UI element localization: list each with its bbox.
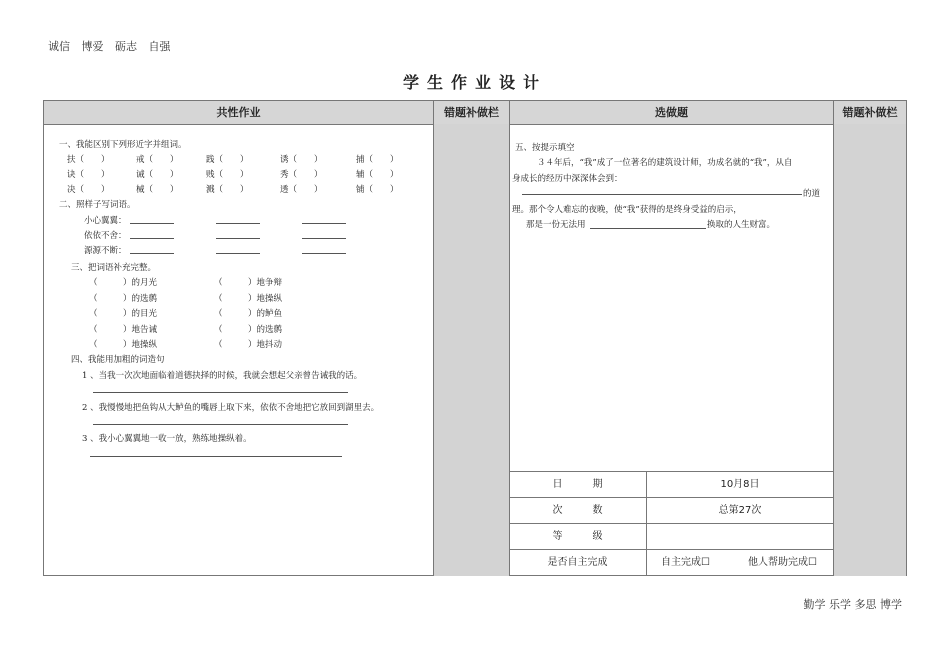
- q1-cell: 戒（ ）: [136, 155, 179, 165]
- header-correction-right: 错题补做栏: [833, 100, 907, 125]
- q3-cell: （ ）地争辩: [214, 278, 283, 288]
- info-row-self: [509, 549, 833, 576]
- info-row-date: [509, 471, 833, 497]
- answer-line[interactable]: [216, 238, 260, 239]
- q1-cell: 扶（ ）: [67, 155, 110, 165]
- self-complete-checkbox[interactable]: 自主完成☐: [661, 557, 710, 568]
- q2-title: 二、照样子写词语。: [59, 200, 136, 210]
- q4-item: 2 、我慢慢地把鱼钩从大鲈鱼的嘴唇上取下来，依依不舍地把它放回到湖里去。: [82, 403, 380, 413]
- q5-text: 的道: [803, 189, 821, 199]
- q4-item: 1 、当我一次次地面临着道德抉择的时候，我就会想起父亲曾告诫我的话。: [82, 371, 363, 381]
- self-options: [646, 550, 833, 575]
- answer-line[interactable]: [90, 456, 342, 457]
- q2-label: 依依不舍：: [84, 231, 127, 241]
- header-optional: 选做题: [509, 100, 834, 125]
- header-correction-left: 错题补做栏: [433, 100, 510, 125]
- page-title: 学生作业设计: [402, 73, 547, 92]
- answer-line[interactable]: [130, 238, 174, 239]
- q4-title: 四、我能用加粗的词造句: [71, 355, 165, 365]
- count-label: 次 数: [552, 505, 603, 516]
- q1-cell: 透（ ）: [280, 185, 323, 195]
- q1-title: 一、我能区别下列形近字并组词。: [59, 140, 187, 150]
- q1-cell: 铺（ ）: [356, 185, 399, 195]
- grade-value[interactable]: [646, 524, 833, 549]
- q2-label: 源源不断：: [84, 246, 127, 256]
- q3-cell: （ ）的目光: [89, 309, 158, 319]
- answer-line[interactable]: [302, 238, 346, 239]
- q3-title: 三、把词语补充完整。: [71, 263, 157, 273]
- answer-line[interactable]: [302, 223, 346, 224]
- q3-cell: （ ）地抖动: [214, 340, 283, 350]
- q5-title: 五、按提示填空: [515, 143, 575, 153]
- correction-column-right[interactable]: [833, 124, 907, 576]
- info-row-count: [509, 497, 833, 523]
- q2-label: 小心翼翼：: [84, 216, 127, 226]
- q3-cell: （ ）的选鹩: [89, 294, 158, 304]
- motto-bottom: 勤学 乐学 多思 博学: [803, 598, 902, 611]
- q1-cell: 践（ ）: [206, 155, 249, 165]
- q1-cell: 械（ ）: [136, 185, 179, 195]
- q1-cell: 溅（ ）: [206, 185, 249, 195]
- q3-cell: （ ）地告诫: [89, 325, 158, 335]
- self-label: 是否自主完成: [547, 557, 608, 568]
- q1-cell: 决（ ）: [67, 185, 110, 195]
- q1-cell: 捕（ ）: [356, 155, 399, 165]
- q1-cell: 秀（ ）: [280, 170, 323, 180]
- q1-cell: 诀（ ）: [67, 170, 110, 180]
- help-complete-checkbox[interactable]: 他人帮助完成☐: [748, 557, 817, 568]
- answer-line[interactable]: [130, 223, 174, 224]
- answer-line[interactable]: [93, 424, 348, 425]
- q3-cell: （ ）的鲈鱼: [214, 309, 283, 319]
- motto-top: 诚信 博爱 砺志 自强: [48, 40, 171, 53]
- answer-line[interactable]: [302, 253, 346, 254]
- header-common: 共性作业: [43, 100, 434, 125]
- q5-text: ３４年后，“我”成了一位著名的建筑设计师，功成名就的“我”，从自: [537, 158, 793, 168]
- info-row-grade: [509, 523, 833, 549]
- answer-line[interactable]: [590, 228, 706, 229]
- q5-text: 那是一份无法用: [526, 220, 586, 230]
- q3-cell: （ ）的月光: [89, 278, 158, 288]
- q5-text: 身成长的经历中深深体会到：: [512, 174, 623, 184]
- q1-cell: 诫（ ）: [136, 170, 179, 180]
- q1-cell: 诱（ ）: [280, 155, 323, 165]
- answer-line[interactable]: [93, 392, 348, 393]
- q1-cell: 辅（ ）: [356, 170, 399, 180]
- q3-cell: （ ）地操纵: [89, 340, 158, 350]
- date-label: 日 期: [552, 479, 603, 490]
- q1-cell: 贱（ ）: [206, 170, 249, 180]
- q3-cell: （ ）的选鹩: [214, 325, 283, 335]
- date-value[interactable]: 10月8日: [646, 472, 833, 497]
- q4-item: 3 、我小心翼翼地一收一放，熟练地操纵着。: [82, 434, 252, 444]
- count-value[interactable]: 总第27次: [646, 498, 833, 523]
- answer-line[interactable]: [216, 223, 260, 224]
- answer-line[interactable]: [216, 253, 260, 254]
- answer-line[interactable]: [522, 194, 802, 195]
- correction-column-left[interactable]: [433, 124, 510, 576]
- q5-text: 理。那个令人难忘的夜晚，使“我”获得的是终身受益的启示，: [512, 205, 742, 215]
- q5-text: 换取的人生财富。: [707, 220, 776, 230]
- answer-line[interactable]: [130, 253, 174, 254]
- grade-label: 等 级: [552, 531, 603, 542]
- q3-cell: （ ）地操纵: [214, 294, 283, 304]
